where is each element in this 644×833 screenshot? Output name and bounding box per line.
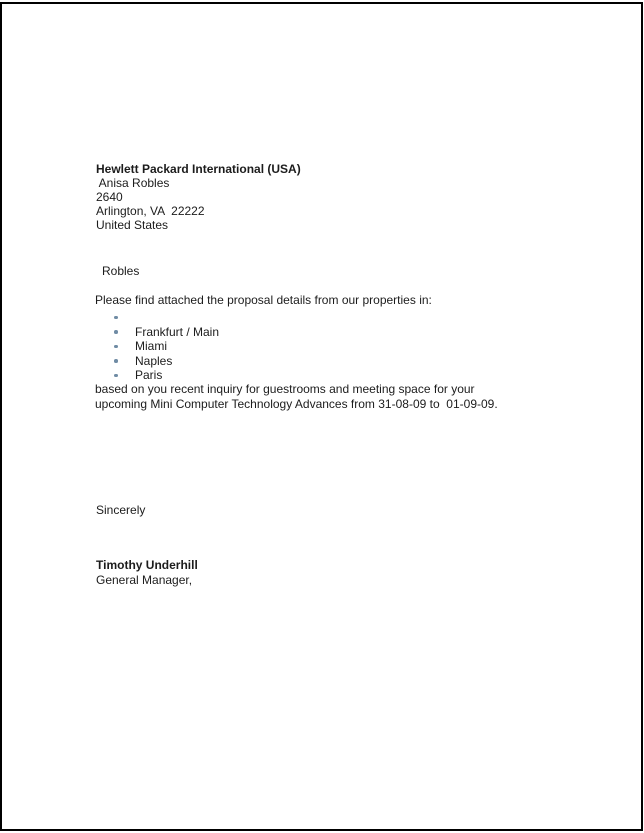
bullet-icon — [114, 316, 118, 320]
body-line-2: upcoming Mini Computer Technology Advances from 31-08-09 to 01-09-09. — [95, 396, 498, 411]
property-item — [0, 354, 644, 369]
property-label: Naples — [135, 353, 173, 368]
body-line-1: based on you recent inquiry for guestrooms and meeting space for your — [95, 382, 475, 396]
recipient-block — [96, 162, 301, 232]
properties-list — [0, 310, 644, 383]
page-border — [0, 2, 643, 831]
property-item-empty — [0, 310, 644, 325]
bullet-icon — [114, 374, 118, 378]
signature-name: Timothy Underhill — [96, 558, 198, 572]
recipient-contact-name: Anisa Robles — [96, 176, 170, 190]
property-item — [0, 339, 644, 354]
property-label: Paris — [135, 368, 163, 382]
greeting-line: Robles — [102, 264, 140, 278]
property-label: Frankfurt / Main — [135, 324, 220, 339]
bullet-icon — [114, 345, 118, 349]
signature-title: General Manager, — [96, 572, 193, 587]
recipient-city-state-zip: Arlington, VA 22222 — [96, 204, 205, 218]
closing-salutation: Sincerely — [96, 503, 146, 517]
property-item — [0, 325, 644, 340]
body-continuation — [95, 382, 498, 411]
property-item — [0, 368, 644, 383]
recipient-country: United States — [96, 218, 169, 232]
bullet-icon — [114, 330, 118, 334]
recipient-company: Hewlett Packard International (USA) — [96, 162, 301, 176]
property-label: Miami — [135, 339, 167, 353]
signature-block — [96, 558, 198, 587]
bullet-icon — [114, 359, 118, 363]
intro-paragraph: Please find attached the proposal details from our properties in: — [95, 293, 432, 307]
recipient-street: 2640 — [96, 190, 123, 204]
